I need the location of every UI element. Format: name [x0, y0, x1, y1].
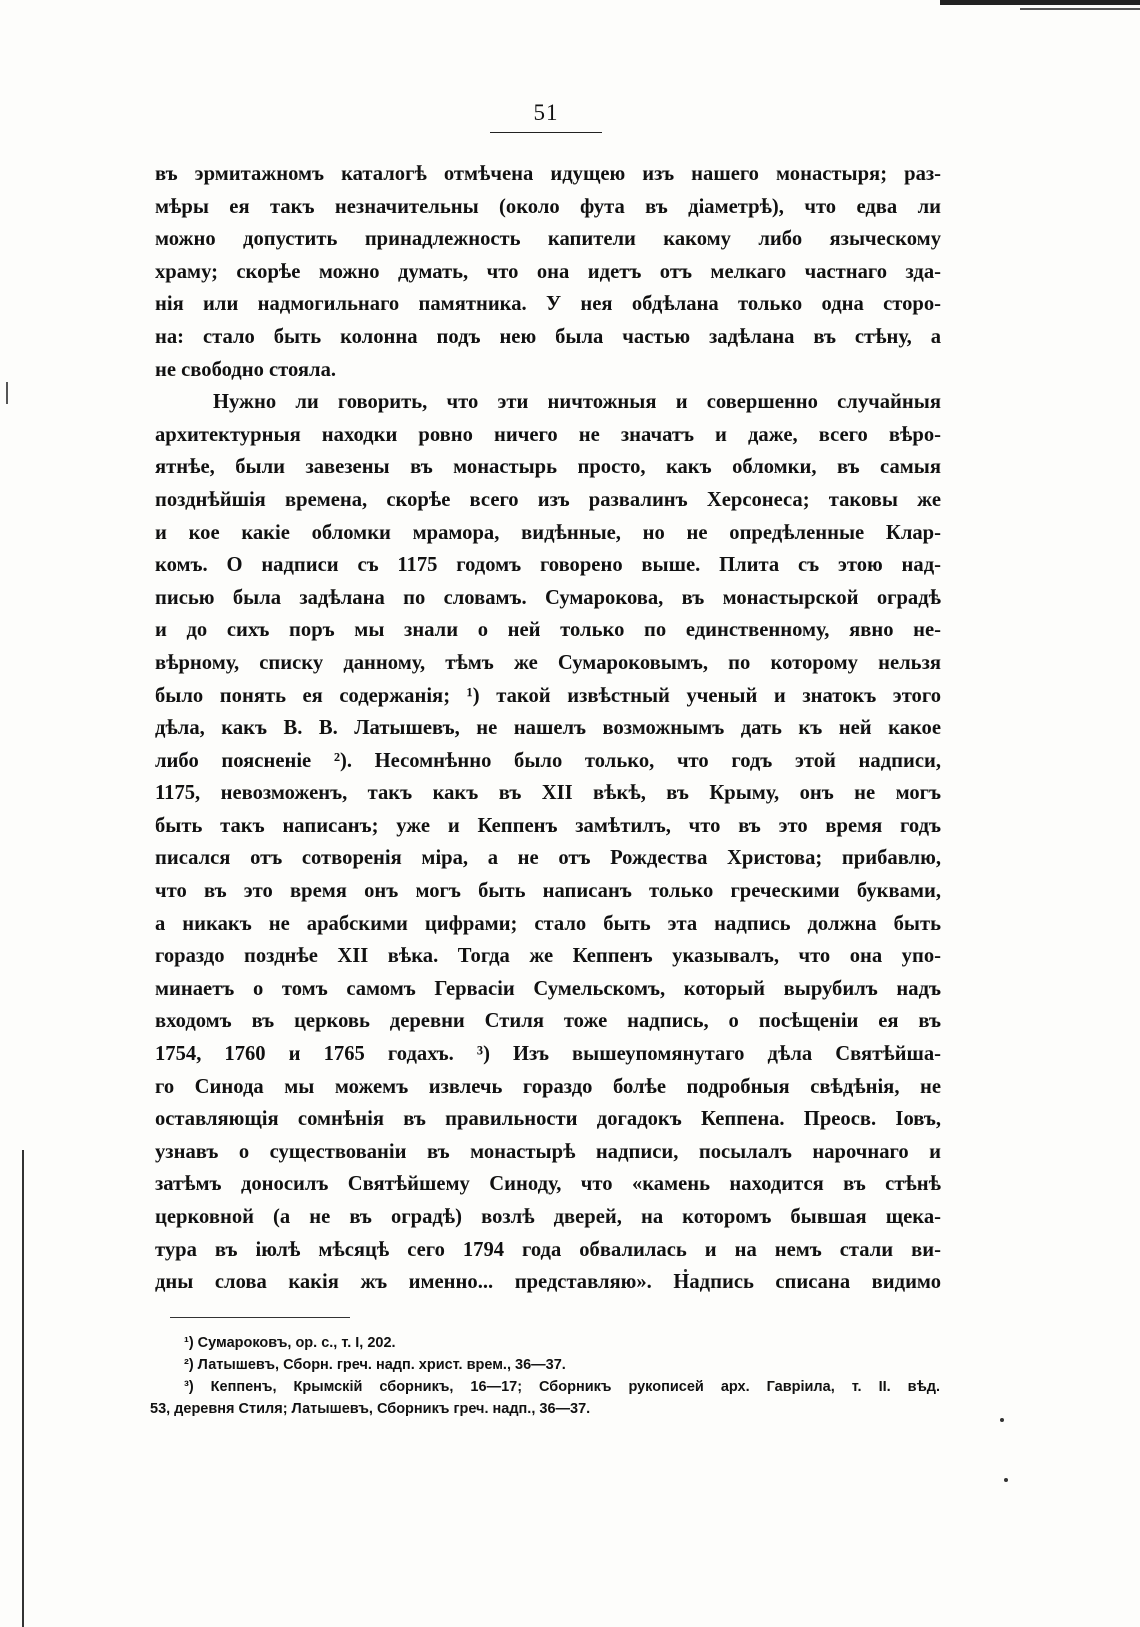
scan-edge-top — [940, 0, 1140, 5]
footnote-3-continuation: 53, деревня Стиля; Латышевъ, Сборникъ греч. надп., 36—37. — [150, 1401, 591, 1417]
body-text — [155, 158, 941, 1299]
text-line: входомъ въ церковь деревни Стиля тоже надпись, о посѣщеніи ея въ — [155, 1010, 941, 1033]
text-line: го Синода мы можемъ извлечь гораздо болѣе подробныя свѣдѣнія, не — [155, 1075, 941, 1098]
text-line: либо поясненіе ²). Несомнѣнно было только, что годъ этой надписи, — [155, 749, 941, 772]
footnotes — [150, 1332, 940, 1420]
text-line: писью была задѣлана по словамъ. Сумарокова, въ монастырской оградѣ — [155, 586, 941, 609]
text-line: и до сихъ поръ мы знали о ней только по единственному, явно не- — [155, 619, 941, 642]
page-number-rule — [490, 132, 602, 133]
text-line: въ эрмитажномъ каталогѣ отмѣчена идущею изъ нашего монастыря; раз- — [155, 163, 941, 185]
text-line: оставляющія сомнѣнія въ правильности догадокъ Кеппена. Преосв. Іовъ, — [155, 1108, 941, 1131]
text-line: мѣры ея такъ незначительны (около фута въ діаметрѣ), что едва ли — [155, 195, 941, 218]
text-line: Нужно ли говорить, что эти ничтожныя и совершенно случайныя — [213, 391, 941, 414]
text-line: писался отъ сотворенія міра, а не отъ Рождества Христова; прибавлю, — [155, 847, 941, 870]
footnote-3: ³) Кеппенъ, Крымскій сборникъ, 16—17; Сборникъ рукописей арх. Гаврiила, т. II. вѣд. — [184, 1379, 940, 1395]
scan-speck — [1000, 1418, 1004, 1422]
text-line: дны слова какія жъ именно... представляю». Надпись списана видимо — [155, 1271, 941, 1294]
text-line: дѣла, какъ В. В. Латышевъ, не нашелъ возможнымъ дать къ ней какое — [155, 717, 941, 740]
footnote-2: ²) Латышевъ, Сборн. греч. надп. христ. врем., 36—37. — [184, 1357, 566, 1373]
text-line: нія или надмогильнаго памятника. У нея обдѣлана только одна сторо- — [155, 293, 941, 316]
text-line: узнавъ о существованіи въ монастырѣ надписи, посылалъ нарочнаго и — [155, 1140, 941, 1163]
scan-edge-top-secondary — [1020, 8, 1140, 10]
text-line: быть такъ написанъ; уже и Кеппенъ замѣтилъ, что въ это время годъ — [155, 814, 941, 837]
text-line: на: стало быть колонна подъ нею была частью задѣлана въ стѣну, а — [155, 325, 941, 348]
text-line: и кое какіе обломки мрамора, видѣнные, но не опредѣленные Клар- — [155, 521, 941, 544]
text-line: тура въ іюлѣ мѣсяцѣ сего 1794 года обвалилась и на немъ стали ви- — [155, 1238, 941, 1261]
text-line: гораздо позднѣе XII вѣка. Тогда же Кеппенъ указывалъ, что она упо- — [155, 945, 941, 968]
scan-mark-left — [6, 382, 8, 404]
text-line: архитектурныя находки ровно ничего не значатъ и даже, всего вѣро- — [155, 423, 941, 446]
text-line: комъ. О надписи съ 1175 годомъ говорено выше. Плита съ этою над- — [155, 554, 941, 577]
footnote-1: ¹) Сумароковъ, ор. с., т. I, 202. — [184, 1335, 396, 1351]
text-line: позднѣйшія времена, скорѣе всего изъ развалинъ Херсонеса; таковы же — [155, 488, 941, 511]
text-line: 1175, невозможенъ, такъ какъ въ XII вѣкѣ, въ Крыму, онъ не могъ — [155, 782, 941, 805]
scan-speck — [1004, 1478, 1008, 1482]
page-number: 51 — [533, 100, 559, 125]
footnote-rule — [170, 1317, 350, 1318]
text-line: ятнѣе, были завезены въ монастырь просто, какъ обломки, въ самыя — [155, 456, 941, 479]
text-line: было понять ея содержанія; ¹) такой извѣстный ученый и знатокъ этого — [155, 684, 941, 707]
text-line: церковной (а не въ оградѣ) возлѣ дверей, на которомъ бывшая щека- — [155, 1206, 941, 1228]
text-line: 1754, 1760 и 1765 годахъ. ³) Изъ вышеупомянутаго дѣла Святѣйша- — [155, 1043, 941, 1066]
text-line: можно допустить принадлежность капители какому либо языческому — [155, 228, 941, 251]
text-line: минаетъ о томъ самомъ Гервасіи Сумельскомъ, который вырубилъ надъ — [155, 977, 941, 1000]
text-line: вѣрному, списку данному, тѣмъ же Сумароковымъ, по которому нельзя — [155, 651, 941, 674]
text-line: храму; скорѣе можно думать, что она идетъ отъ мелкаго частнаго зда- — [155, 260, 941, 283]
text-line: что въ это время онъ могъ быть написанъ только греческими буквами, — [155, 880, 941, 903]
scan-edge-left — [22, 1150, 24, 1627]
text-line: а никакъ не арабскими цифрами; стало быть эта надпись должна быть — [155, 912, 941, 935]
text-line: затѣмъ доносилъ Святѣйшему Синоду, что «камень находится въ стѣнѣ — [155, 1173, 941, 1196]
text-line: не свободно стояла. — [155, 358, 337, 381]
